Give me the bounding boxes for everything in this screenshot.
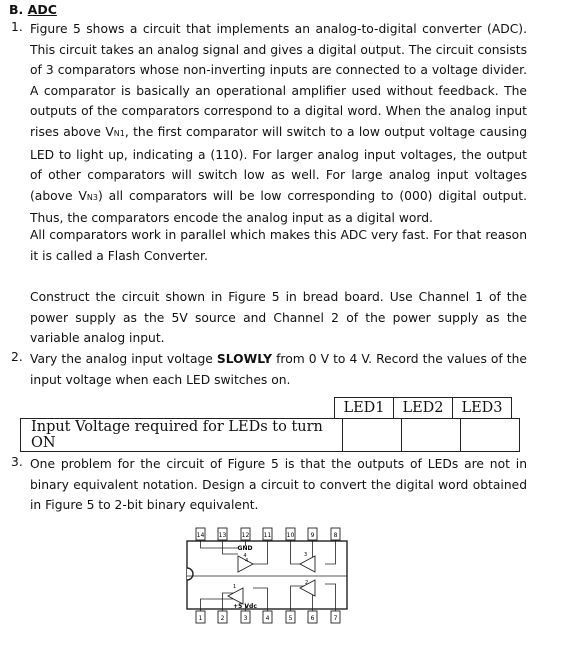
item-1-text-a: Figure 5 shows a circuit that implements an analog-to-digital converter (ADC). This circuit takes an analog signal and gives a digital output. The circuit consists of 3 comparators whose non-inverting inputs are connected to a voltage divider. A comparator is basically an operational amplifier used without feedback. The outputs of the comparators correspond to a digital word. When the analog input rises above [30,22,527,139]
item-1-text-c: ) all comparators will be low corresponding to (000) digital output. Thus, the comparators encode the analog input as a digital word. [30,188,527,226]
top-pin-14-label: 14 [196,532,205,539]
bottom-pin-6-label: 6 [310,615,315,622]
led1-header: LED1 [335,398,394,419]
top-pin-11-label: 11 [263,532,272,539]
led1-value-cell[interactable] [343,419,402,452]
bottom-pin-2 [218,611,227,623]
vn1-symbol [105,125,125,139]
top-pin-9-label: 9 [310,532,315,539]
led-table-row [20,418,520,452]
bottom-pin-3-label: 3 [243,615,248,622]
led3-value-cell[interactable] [461,419,520,452]
vn1-sub: N1 [113,128,125,138]
item-1-paragraph-1 [30,19,527,229]
led3-header: LED3 [453,398,512,419]
section-title: ADC [27,2,57,17]
item-1-paragraph-2 [30,225,527,266]
comparator-4-number: 4 [245,558,249,564]
item-2-paragraph [30,349,527,390]
gnd-pin-number: 4 [243,553,247,559]
item-2-text-bold: SLOWLY [216,352,273,366]
top-pin-10 [286,528,295,540]
item-2-text-b: from 0 V to 4 V. Record the values of the input voltage when each LED switches on. [30,352,527,387]
item-1-paragraph-2-text: All comparators work in parallel which makes this ADC very fast. For that reason it is called a Flash Converter. [30,228,527,263]
vn3-symbol [78,189,98,203]
top-pin-11 [263,528,272,540]
vn1-v: V [105,124,114,139]
led-row-label: Input Voltage required for LEDs to turn ON [21,419,343,452]
top-pin-9 [308,528,317,540]
item-3-text: One problem for the circuit of Figure 5 is that the outputs of LEDs are not in binary equivalent notation. Design a circuit to convert the digital word obtained in Figure 5 to 2-bit binary equivalent. [30,457,527,513]
comparator-1-number: 1 [233,584,237,590]
bottom-pin-2-label: 2 [220,615,225,622]
top-pin-8 [331,528,340,540]
bottom-pin-1-label: 1 [198,615,203,622]
top-pin-8-label: 8 [333,532,338,539]
vn3-v: V [78,188,87,203]
item-1-text-b: , the first comparator will switch to a low output voltage causing LED to light up, indicating a (110). For larger analog input voltages, the output of other comparators will switch low as well. For large analog input voltages (above [30,124,528,203]
bottom-pin-6 [308,611,317,623]
bottom-pin-4 [263,611,272,623]
bottom-pin-1 [196,611,205,623]
top-pin-12-label: 12 [241,532,250,539]
top-pin-13 [218,528,227,540]
top-pin-10-label: 10 [286,532,295,539]
bottom-pins [196,611,340,623]
item-3-number: 3. [11,455,23,469]
bottom-pin-4-label: 4 [265,615,270,622]
item-2-text-a: Vary the analog input voltage [30,352,217,366]
top-pin-12 [241,528,250,540]
section-heading [9,2,57,17]
led2-header: LED2 [394,398,453,419]
comparator-3-number: 3 [304,552,308,558]
led2-value-cell[interactable] [402,419,461,452]
item-3-paragraph [30,454,527,516]
gnd-label: GND [237,545,253,552]
bottom-pin-5-label: 5 [288,615,293,622]
section-label: B. [9,2,24,17]
top-pin-14 [196,528,205,540]
bottom-pin-7 [331,611,340,623]
bottom-pin-3 [241,611,250,623]
led-table-header [334,397,512,419]
item-1-number: 1. [11,20,23,34]
quad-comparator-chip-diagram [183,524,353,638]
comparator-2-number: 2 [305,580,309,586]
item-1-paragraph-3 [30,287,527,349]
bottom-pin-7-label: 7 [333,615,338,622]
item-2-number: 2. [11,350,23,364]
chip-notch [187,568,193,580]
vn3-sub: N3 [86,192,98,202]
top-pins [196,528,340,540]
item-1-paragraph-3-text: Construct the circuit shown in Figure 5 in bread board. Use Channel 1 of the power supply as the 5V source and Channel 2 of the power supply as the variable analog input. [30,290,527,346]
bottom-pin-5 [286,611,295,623]
vcc-label: +5 Vdc [233,603,257,610]
top-pin-13-label: 13 [218,532,227,539]
